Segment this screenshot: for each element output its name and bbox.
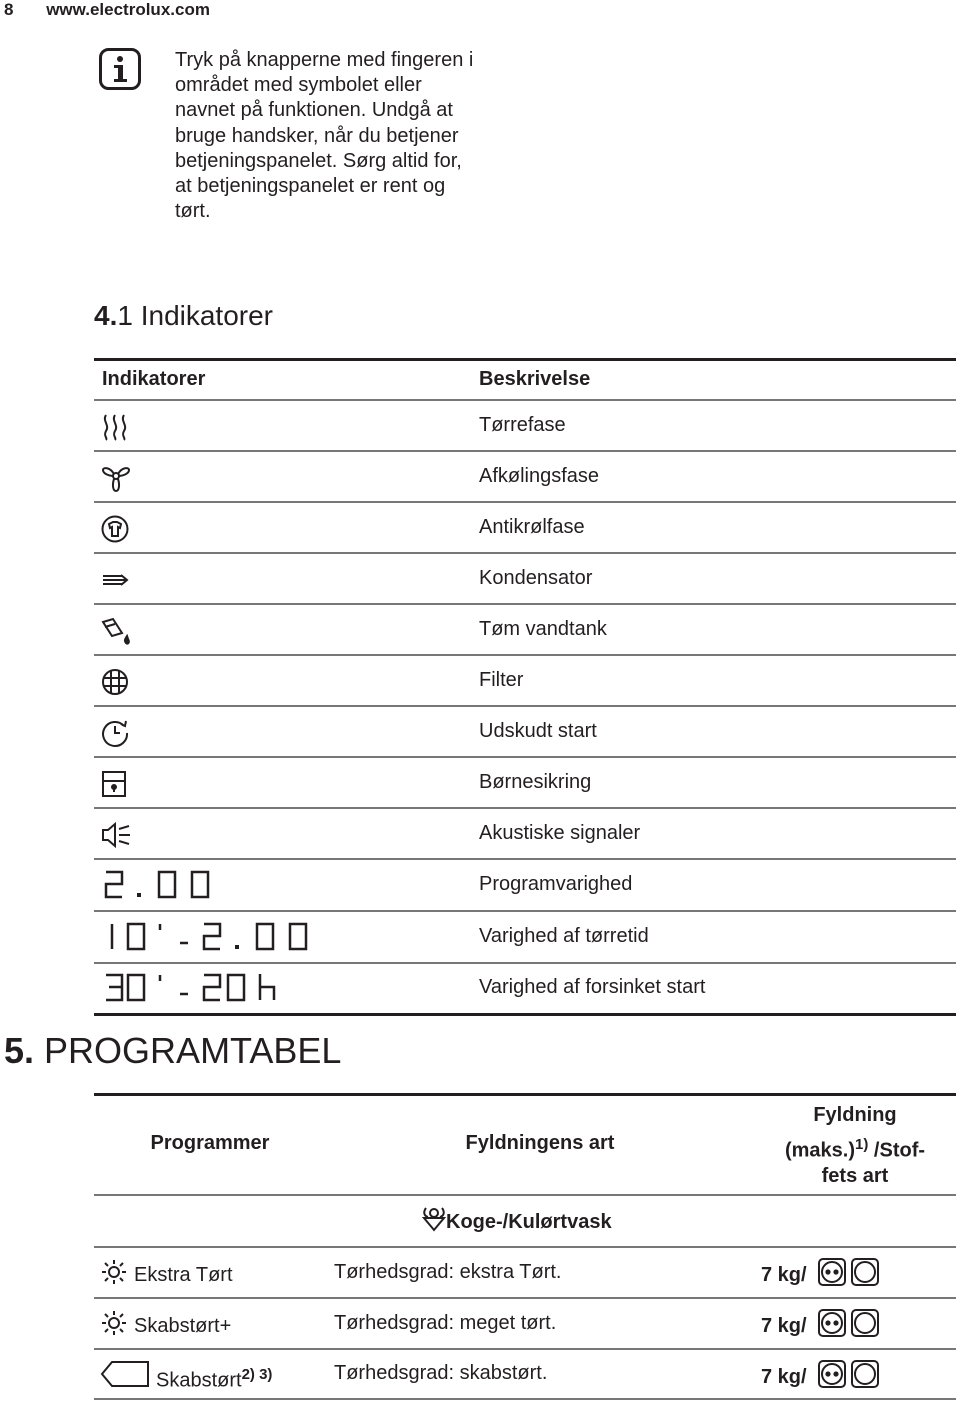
- empty-water-tank-icon: [100, 616, 132, 646]
- program-load: 7 kg/: [761, 1315, 807, 1337]
- section-4-1-minor: 1: [117, 300, 133, 331]
- program-row-rule: [94, 1398, 956, 1400]
- fabric-type-icons: [818, 1309, 880, 1337]
- program-name-wrap: [156, 1366, 272, 1393]
- program-header-rule: [94, 1194, 956, 1196]
- anti-crease-icon: [100, 514, 132, 544]
- section-4-1-number: 4.: [94, 300, 118, 331]
- indicator-desc: Filter: [479, 669, 524, 691]
- row-rule: [94, 962, 956, 964]
- indicator-desc: Børnesikring: [479, 771, 592, 793]
- display-delay-start-time: [104, 972, 294, 1004]
- program-desc: Tørhedsgrad: ekstra Tørt.: [334, 1261, 562, 1283]
- acoustic-signal-icon: [100, 820, 132, 850]
- info-icon: [99, 48, 141, 90]
- row-rule: [94, 603, 956, 605]
- section-5-heading: [4, 1030, 341, 1072]
- row-rule: [94, 552, 956, 554]
- delay-start-icon: [100, 718, 132, 748]
- program-row-rule: [94, 1348, 956, 1350]
- indicator-desc: Programvarighed: [479, 873, 633, 895]
- indicator-desc: Afkølingsfase: [479, 465, 600, 487]
- child-lock-icon: [100, 769, 132, 799]
- section-4-1-heading: [94, 300, 273, 332]
- program-load: 7 kg/: [761, 1264, 807, 1286]
- fabric-type-icons: [818, 1258, 880, 1286]
- col-description-header: Beskrivelse: [479, 368, 591, 390]
- info-note-text: Tryk på knapperne med fingeren i området med symbolet eller navnet på funktionen. Undgå at bruge handsker, når du betjener betjeningspanelet. Sørg altid for, at betjeningspanelet er rent og tørt.: [175, 49, 474, 223]
- program-name: Skabstørt+: [134, 1315, 232, 1337]
- col-programs-header: Programmer: [150, 1132, 270, 1154]
- col-load-max-line1: Fyldning: [813, 1104, 897, 1126]
- row-rule: [94, 501, 956, 503]
- section-5-number: 5.: [4, 1030, 35, 1071]
- group-rule: [94, 1246, 956, 1248]
- indicator-desc: Kondensator: [479, 567, 593, 589]
- site-url: www.electrolux.com: [46, 0, 210, 19]
- indicator-desc: Varighed af tørretid: [479, 925, 649, 947]
- col-load-type-header: Fyldningens art: [465, 1132, 615, 1154]
- program-desc: Tørhedsgrad: meget tørt.: [334, 1312, 557, 1334]
- indicator-desc: Tøm vandtank: [479, 618, 607, 640]
- indicator-desc: Udskudt start: [479, 720, 597, 742]
- row-rule: [94, 910, 956, 912]
- row-rule: [94, 450, 956, 452]
- program-name: Skabstørt: [156, 1369, 242, 1392]
- col-load-max-line2: (maks.)$^{1)}$ /Stof-: [784, 1136, 926, 1162]
- row-rule: [94, 858, 956, 860]
- row-rule: [94, 807, 956, 809]
- row-rule: [94, 756, 956, 758]
- row-rule: [94, 705, 956, 707]
- indicator-desc: Varighed af forsinket start: [479, 976, 706, 998]
- fabric-type-icons: [818, 1360, 880, 1388]
- col-load-max-line3: fets art: [821, 1164, 889, 1187]
- col-load-max-header: [755, 1101, 955, 1191]
- cooling-fan-icon: [100, 463, 132, 493]
- indicator-desc: Tørrefase: [479, 414, 566, 436]
- extra-dry-icon: [100, 1258, 128, 1286]
- page-number: 8: [4, 0, 14, 19]
- row-rule: [94, 654, 956, 656]
- table-header-rule: [94, 399, 956, 401]
- col-indicators-header: Indikatorer: [102, 368, 206, 390]
- cupboard-dry-plus-icon: [100, 1309, 128, 1337]
- program-desc: Tørhedsgrad: skabstørt.: [334, 1362, 548, 1384]
- table-bottom-rule: [94, 1013, 956, 1016]
- filter-icon: [100, 667, 132, 697]
- program-name: Ekstra Tørt: [134, 1264, 233, 1286]
- section-4-1-title: Indikatorer: [140, 300, 274, 331]
- program-row-rule: [94, 1297, 956, 1299]
- indicator-desc: Antikrølfase: [479, 516, 585, 538]
- indicator-desc: Akustiske signaler: [479, 822, 641, 844]
- table-top-rule: [94, 358, 956, 361]
- program-group-label: Koge-/Kulørtvask: [446, 1211, 612, 1233]
- section-5-title: PROGRAMTABEL: [44, 1030, 342, 1071]
- program-table-top-rule: [94, 1093, 956, 1096]
- drying-phase-icon: [100, 412, 132, 442]
- footnote-1: 1): [855, 1136, 869, 1153]
- cupboard-dry-icon: [100, 1359, 150, 1389]
- program-load: 7 kg/: [761, 1366, 807, 1388]
- page-header: [4, 0, 210, 20]
- program-footnotes: 2) 3): [241, 1366, 273, 1383]
- display-program-duration: [104, 869, 214, 901]
- display-drying-time: [104, 921, 314, 953]
- condenser-icon: [100, 565, 132, 595]
